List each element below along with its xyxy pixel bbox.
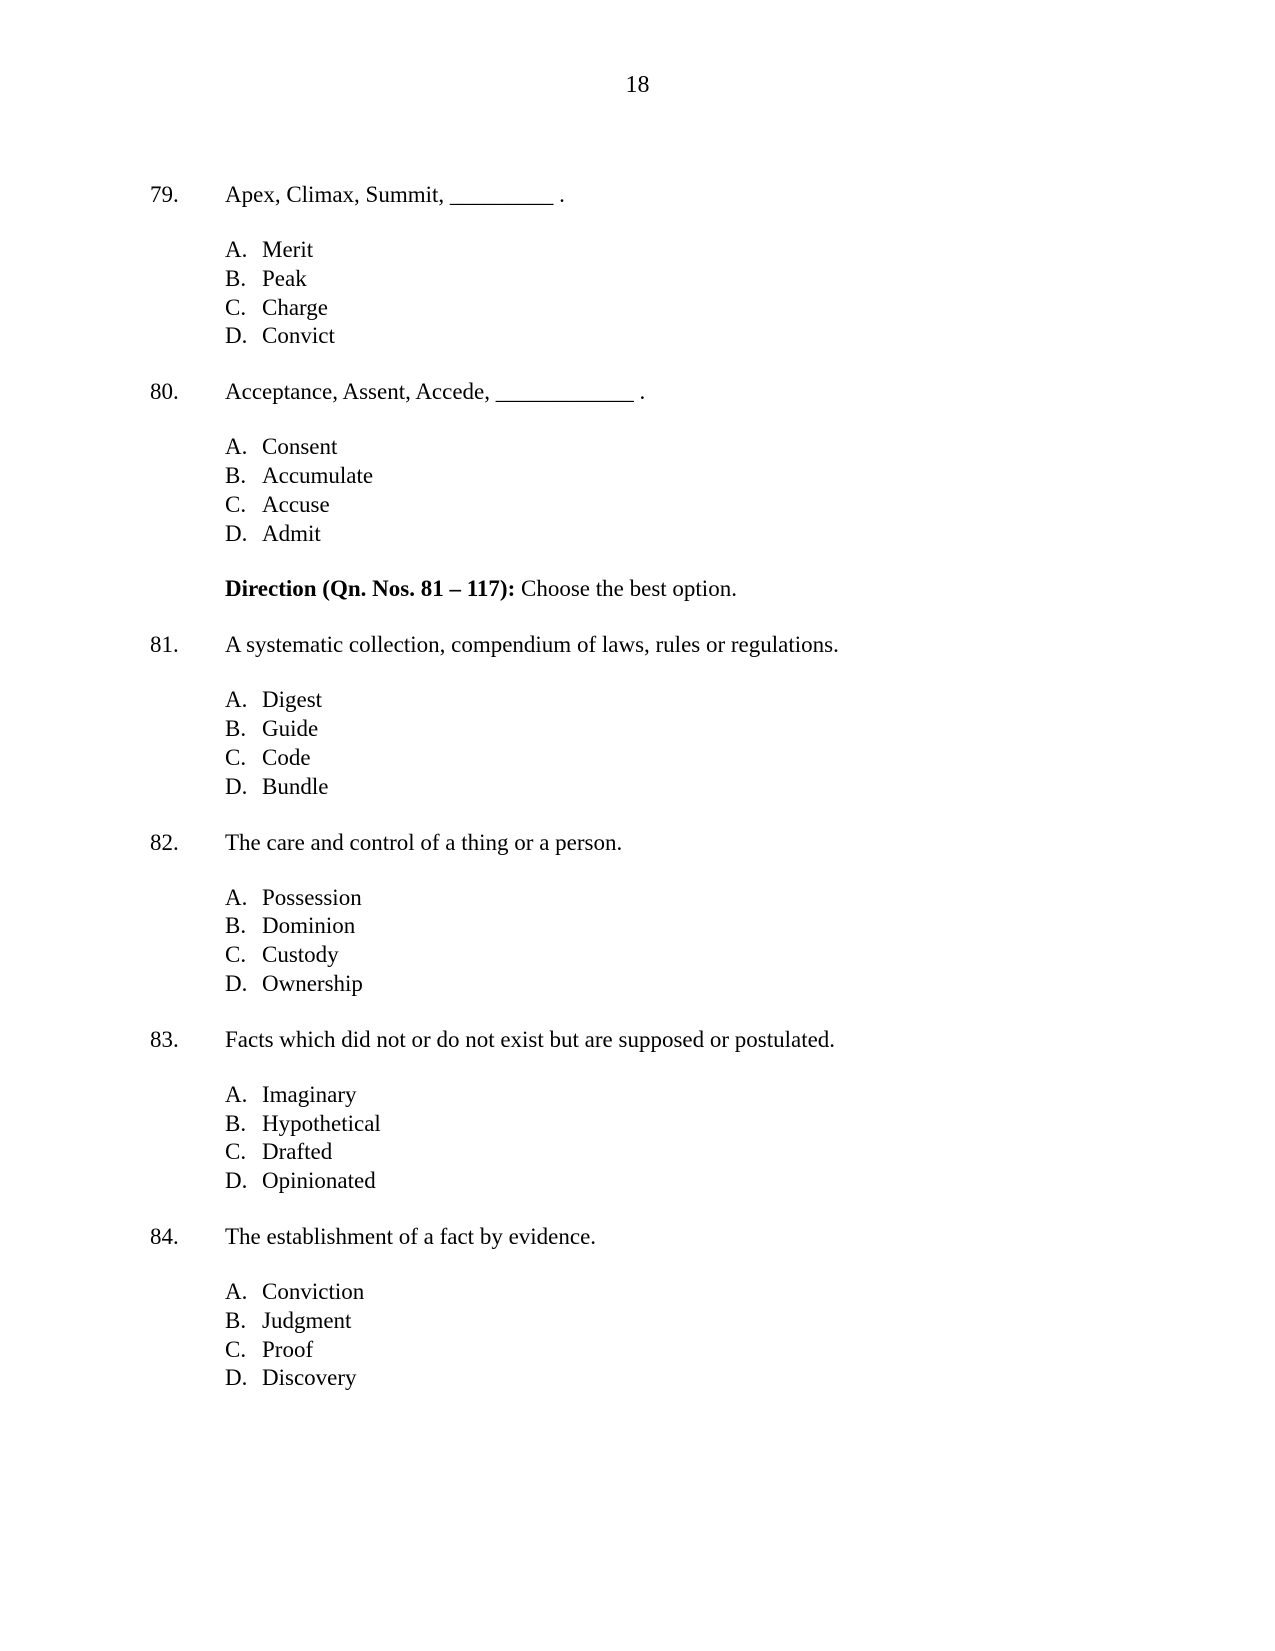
question-text: Facts which did not or do not exist but are supposed or postulated. bbox=[225, 1026, 836, 1052]
question-number: 83. bbox=[150, 1026, 179, 1052]
options-list bbox=[0, 433, 1275, 548]
question-number: 84. bbox=[150, 1223, 179, 1249]
option-c bbox=[225, 294, 1275, 323]
page-number: 18 bbox=[625, 72, 650, 98]
option-text: Possession bbox=[262, 884, 362, 910]
option-letter: A. bbox=[225, 1081, 248, 1107]
question-80 bbox=[0, 377, 1275, 548]
option-b bbox=[225, 1307, 1275, 1336]
option-letter: B. bbox=[225, 716, 247, 742]
options-list bbox=[0, 686, 1275, 801]
option-letter: C. bbox=[225, 744, 247, 770]
option-letter: B. bbox=[225, 462, 247, 488]
option-d bbox=[225, 970, 1275, 999]
option-text: Bundle bbox=[262, 773, 329, 799]
option-a bbox=[225, 433, 1275, 462]
question-text: Apex, Climax, Summit, _________ . bbox=[225, 182, 565, 207]
option-letter: D. bbox=[225, 1365, 248, 1391]
option-text: Judgment bbox=[262, 1307, 352, 1333]
options-list bbox=[0, 236, 1275, 351]
option-a bbox=[225, 236, 1275, 265]
option-letter: D. bbox=[225, 773, 248, 799]
options-list bbox=[0, 1081, 1275, 1196]
question-text: A systematic collection, compendium of laws, rules or regulations. bbox=[225, 632, 839, 658]
option-letter: A. bbox=[225, 434, 248, 460]
option-text: Digest bbox=[262, 687, 323, 713]
option-text: Admit bbox=[262, 520, 321, 546]
option-text: Opinionated bbox=[262, 1168, 376, 1194]
option-c bbox=[225, 491, 1275, 520]
question-text: The care and control of a thing or a person. bbox=[225, 829, 623, 855]
option-d bbox=[225, 322, 1275, 351]
option-a bbox=[225, 686, 1275, 715]
question-number: 80. bbox=[150, 379, 179, 405]
option-b bbox=[225, 1110, 1275, 1139]
question-84 bbox=[0, 1222, 1275, 1393]
option-text: Consent bbox=[262, 434, 338, 460]
option-letter: C. bbox=[225, 294, 247, 320]
option-letter: B. bbox=[225, 1307, 247, 1333]
question-number: 81. bbox=[150, 632, 179, 658]
option-letter: C. bbox=[225, 1336, 247, 1362]
option-letter: C. bbox=[225, 491, 247, 517]
question-82 bbox=[0, 828, 1275, 999]
option-letter: A. bbox=[225, 687, 248, 713]
option-a bbox=[225, 884, 1275, 913]
question-list bbox=[0, 180, 1275, 1419]
option-letter: B. bbox=[225, 1110, 247, 1136]
question-number: 82. bbox=[150, 829, 179, 855]
options-list bbox=[0, 1278, 1275, 1393]
option-text: Convict bbox=[262, 323, 335, 349]
option-letter: A. bbox=[225, 237, 248, 262]
option-text: Guide bbox=[262, 716, 319, 742]
option-letter: C. bbox=[225, 1139, 247, 1165]
option-c bbox=[225, 1336, 1275, 1365]
options-list bbox=[0, 884, 1275, 999]
question-79 bbox=[0, 180, 1275, 351]
option-letter: D. bbox=[225, 520, 248, 546]
option-text: Conviction bbox=[262, 1278, 365, 1304]
option-d bbox=[225, 520, 1275, 549]
option-d bbox=[225, 1167, 1275, 1196]
option-c bbox=[225, 1138, 1275, 1167]
option-text: Imaginary bbox=[262, 1081, 357, 1107]
question-83 bbox=[0, 1025, 1275, 1196]
option-text: Merit bbox=[262, 237, 314, 262]
direction-instruction bbox=[0, 574, 1275, 604]
option-text: Ownership bbox=[262, 970, 363, 996]
direction-label: Direction (Qn. Nos. 81 – 117): bbox=[225, 576, 516, 602]
question-text: Acceptance, Assent, Accede, ____________ . bbox=[225, 379, 646, 405]
option-text: Discovery bbox=[262, 1365, 357, 1391]
option-letter: C. bbox=[225, 942, 247, 968]
option-d bbox=[225, 773, 1275, 802]
option-letter: A. bbox=[225, 884, 248, 910]
option-text: Custody bbox=[262, 942, 339, 968]
question-text: The establishment of a fact by evidence. bbox=[225, 1223, 597, 1249]
option-letter: B. bbox=[225, 913, 247, 939]
option-text: Hypothetical bbox=[262, 1110, 381, 1136]
direction-text: Choose the best option. bbox=[515, 576, 737, 602]
question-number: 79. bbox=[150, 182, 179, 207]
option-text: Peak bbox=[262, 265, 307, 291]
option-letter: D. bbox=[225, 323, 248, 349]
option-text: Accuse bbox=[262, 491, 330, 517]
option-text: Accumulate bbox=[262, 462, 374, 488]
option-letter: A. bbox=[225, 1278, 248, 1304]
option-b bbox=[225, 715, 1275, 744]
option-b bbox=[225, 462, 1275, 491]
option-c bbox=[225, 744, 1275, 773]
option-c bbox=[225, 941, 1275, 970]
option-text: Proof bbox=[262, 1336, 314, 1362]
question-81 bbox=[0, 630, 1275, 801]
option-a bbox=[225, 1081, 1275, 1110]
option-d bbox=[225, 1364, 1275, 1393]
option-text: Dominion bbox=[262, 913, 356, 939]
option-text: Drafted bbox=[262, 1139, 333, 1165]
option-letter: B. bbox=[225, 265, 247, 291]
option-letter: D. bbox=[225, 1168, 248, 1194]
option-text: Code bbox=[262, 744, 311, 770]
option-letter: D. bbox=[225, 970, 248, 996]
option-b bbox=[225, 265, 1275, 294]
option-b bbox=[225, 912, 1275, 941]
option-text: Charge bbox=[262, 294, 329, 320]
option-a bbox=[225, 1278, 1275, 1307]
